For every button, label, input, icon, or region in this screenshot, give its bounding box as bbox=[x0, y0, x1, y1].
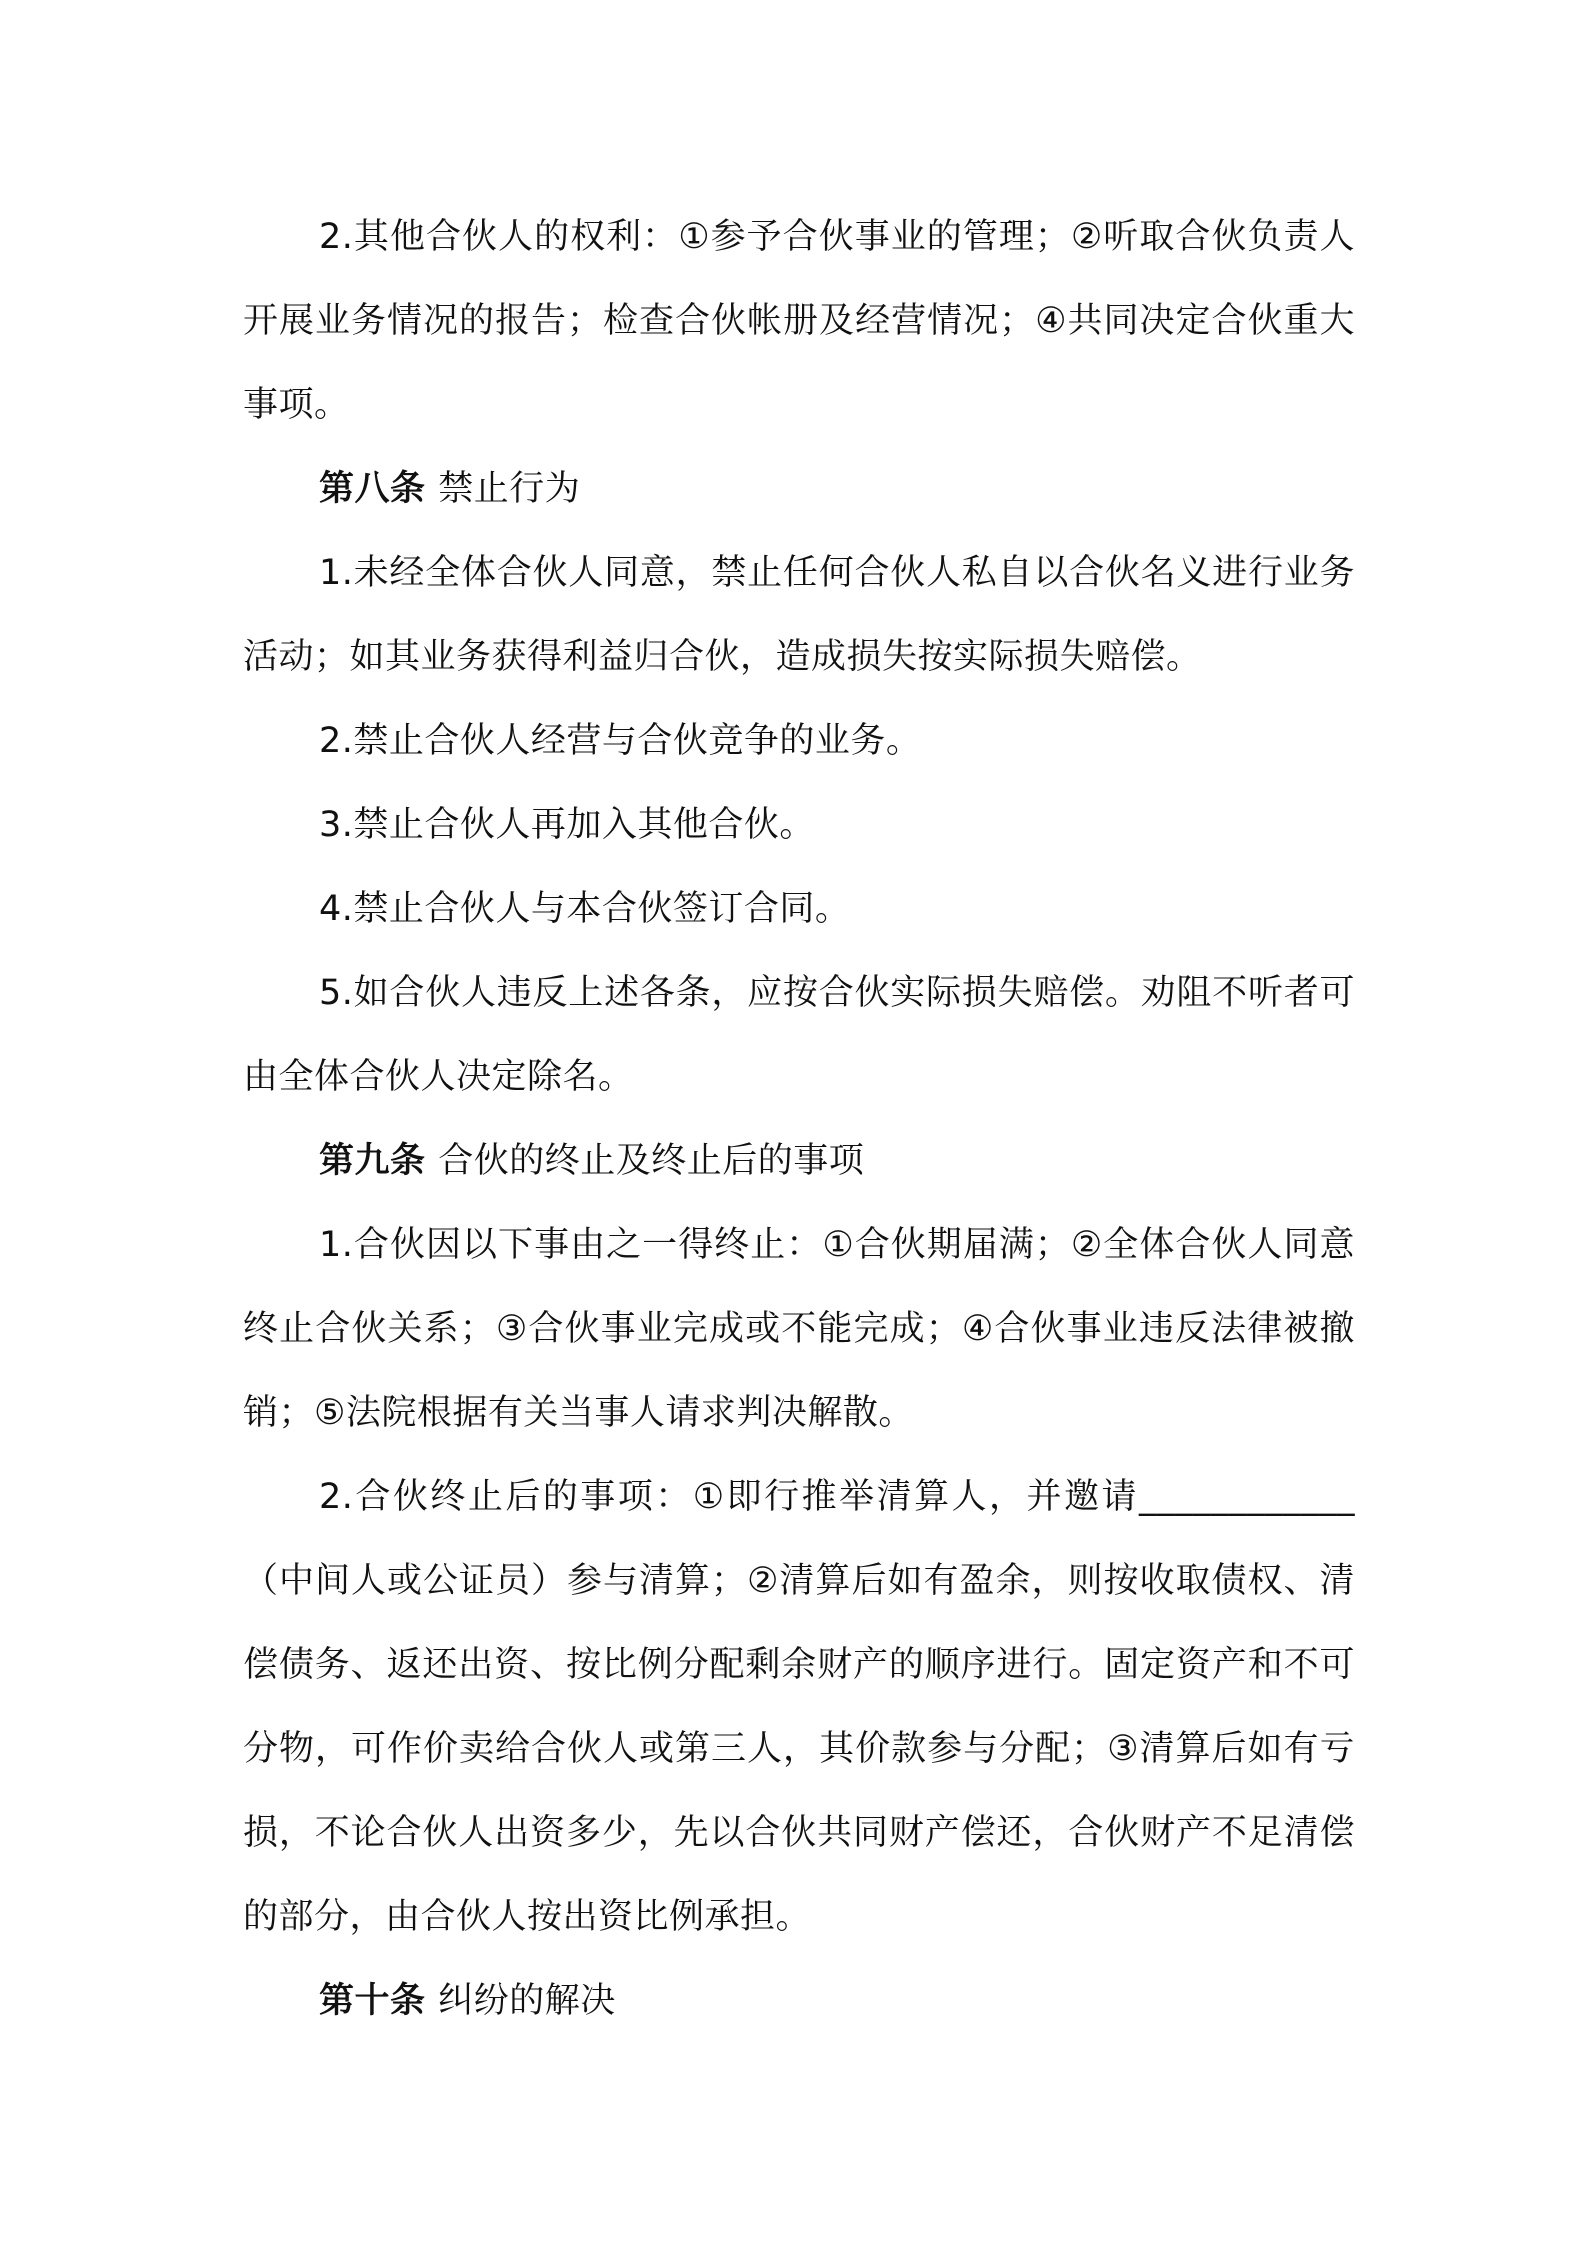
paragraph-prohibit-5: 5.如合伙人违反上述各条，应按合伙实际损失赔偿。劝阻不听者可由全体合伙人决定除名。 bbox=[243, 973, 1355, 1097]
paragraph-prohibit-4: 4.禁止合伙人与本合伙签订合同。 bbox=[319, 889, 851, 929]
article-10-label: 第十条 bbox=[319, 1981, 426, 2021]
document-body bbox=[243, 195, 1355, 2043]
paragraph-prohibit-3: 3.禁止合伙人再加入其他合伙。 bbox=[319, 805, 815, 845]
article-10-title: 纠纷的解决 bbox=[438, 1981, 616, 2021]
paragraph-prohibit-2: 2.禁止合伙人经营与合伙竞争的业务。 bbox=[319, 721, 922, 761]
article-8-heading bbox=[243, 447, 1355, 531]
article-8-label: 第八条 bbox=[319, 469, 426, 509]
paragraph-partner-rights: 2.其他合伙人的权利：①参予合伙事业的管理；②听取合伙负责人开展业务情况的报告；检查合伙帐册及经营情况；④共同决定合伙重大事项。 bbox=[243, 217, 1355, 425]
paragraph-termination-2: 2.合伙终止后的事项：①即行推举清算人，并邀请____________（中间人或公证员）参与清算；②清算后如有盈余，则按收取债权、清偿债务、返还出资、按比例分配剩余财产的顺序进行。固定资产和不可分物，可作价卖给合伙人或第三人，其价款参与分配；③清算后如有亏损，不论合伙人出资多少，先以合伙共同财产偿还，合伙财产不足清偿的部分，由合伙人按出资比例承担。 bbox=[243, 1477, 1355, 1937]
article-9-label: 第九条 bbox=[319, 1141, 426, 1181]
paragraph-prohibit-1: 1.未经全体合伙人同意，禁止任何合伙人私自以合伙名义进行业务活动；如其业务获得利益归合伙，造成损失按实际损失赔偿。 bbox=[243, 553, 1355, 677]
paragraph-termination-1: 1.合伙因以下事由之一得终止：①合伙期届满；②全体合伙人同意终止合伙关系；③合伙事业完成或不能完成；④合伙事业违反法律被撤销；⑤法院根据有关当事人请求判决解散。 bbox=[243, 1225, 1355, 1433]
article-8-title: 禁止行为 bbox=[438, 469, 581, 509]
article-10-heading bbox=[243, 1959, 1355, 2043]
article-9-heading bbox=[243, 1119, 1355, 1203]
article-9-title: 合伙的终止及终止后的事项 bbox=[438, 1141, 865, 1181]
